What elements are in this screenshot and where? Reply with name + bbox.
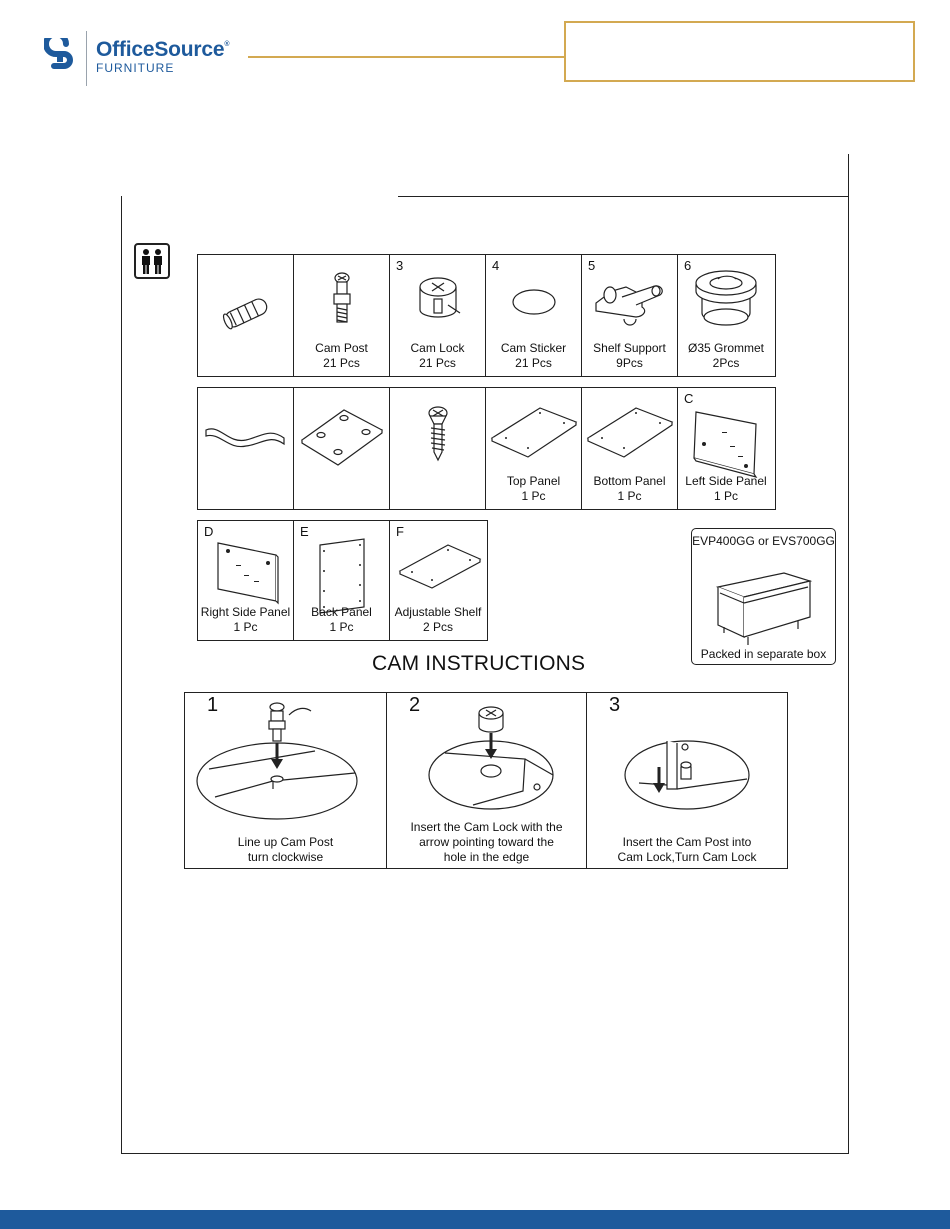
screw-icon xyxy=(390,388,486,509)
part-cell-strap xyxy=(198,388,294,509)
two-person-assembly-icon xyxy=(134,243,170,279)
part-letter: 4 xyxy=(492,258,500,273)
step-caption: Insert the Cam Lock with the arrow pointing toward the hole in the edge xyxy=(410,820,563,864)
part-letter: E xyxy=(300,524,309,539)
part-cell-shelf-support xyxy=(582,255,678,376)
step-number: 3 xyxy=(609,694,621,716)
logo-divider xyxy=(86,31,87,86)
parts-row-panels xyxy=(197,387,776,510)
part-cell-cam-post xyxy=(294,255,390,376)
pedestal-box-icon xyxy=(692,529,835,664)
part-letter: 6 xyxy=(684,258,692,273)
packed-separately-callout xyxy=(691,528,836,665)
part-cell-cam-sticker xyxy=(486,255,582,376)
part-cell-back-panel xyxy=(294,521,390,640)
part-cell-grommet xyxy=(678,255,774,376)
strap-icon xyxy=(198,388,294,509)
parts-row-side-panels xyxy=(197,520,488,641)
step-caption: Insert the Cam Post into Cam Lock,Turn Cam Lock xyxy=(617,835,757,864)
brand-name: OfficeSource® xyxy=(96,38,230,61)
model-numbers: EVP400GG or EVS700GG xyxy=(692,534,835,548)
dowel-icon xyxy=(198,255,294,376)
part-label: Shelf Support 9Pcs xyxy=(593,341,666,370)
part-label: Cam Post 21 Pcs xyxy=(315,341,368,370)
part-letter: D xyxy=(204,524,214,539)
part-label: Adjustable Shelf 2 Pcs xyxy=(394,605,482,634)
part-label: Right Side Panel 1 Pc xyxy=(200,605,291,634)
packed-note: Packed in separate box xyxy=(700,647,827,661)
part-letter: F xyxy=(396,524,404,539)
part-cell-plate xyxy=(294,388,390,509)
part-letter: 5 xyxy=(588,258,596,273)
part-cell-right-side-panel xyxy=(198,521,294,640)
part-label: Back Panel 1 Pc xyxy=(311,605,372,634)
cam-step-1 xyxy=(185,693,387,868)
brand-subtitle: FURNITURE xyxy=(96,61,175,75)
footer-bar xyxy=(0,1210,950,1229)
frame-border-top xyxy=(398,196,849,197)
part-letter: 3 xyxy=(396,258,404,273)
frame-border-left xyxy=(121,196,122,1154)
parts-row-hardware xyxy=(197,254,776,377)
part-label: Cam Sticker 21 Pcs xyxy=(500,341,567,370)
part-label: Bottom Panel 1 Pc xyxy=(593,474,666,503)
part-letter: C xyxy=(684,391,694,406)
cam-instructions-title: CAM INSTRUCTIONS xyxy=(372,652,586,675)
part-cell-cam-lock xyxy=(390,255,486,376)
step-number: 2 xyxy=(409,694,421,716)
cam-instruction-steps xyxy=(184,692,788,869)
cam-step-3 xyxy=(587,693,787,868)
frame-border-right xyxy=(848,154,849,1154)
part-cell-left-side-panel xyxy=(678,388,774,509)
part-label: Left Side Panel 1 Pc xyxy=(685,474,767,503)
part-cell-adjustable-shelf xyxy=(390,521,486,640)
part-label: Ø35 Grommet 2Pcs xyxy=(687,341,765,370)
cam-step-2 xyxy=(387,693,587,868)
part-label: Top Panel 1 Pc xyxy=(506,474,561,503)
part-cell-screw xyxy=(390,388,486,509)
header-title-box xyxy=(564,21,915,82)
step-number: 1 xyxy=(207,694,219,716)
step-caption: Line up Cam Post turn clockwise xyxy=(237,835,334,864)
part-cell-bottom-panel xyxy=(582,388,678,509)
plate-icon xyxy=(294,388,390,509)
part-cell-top-panel xyxy=(486,388,582,509)
frame-border-bottom xyxy=(121,1153,849,1154)
officesource-logo-icon xyxy=(44,38,76,76)
part-label: Cam Lock 21 Pcs xyxy=(410,341,465,370)
part-cell-dowel xyxy=(198,255,294,376)
header-rule xyxy=(248,56,565,58)
